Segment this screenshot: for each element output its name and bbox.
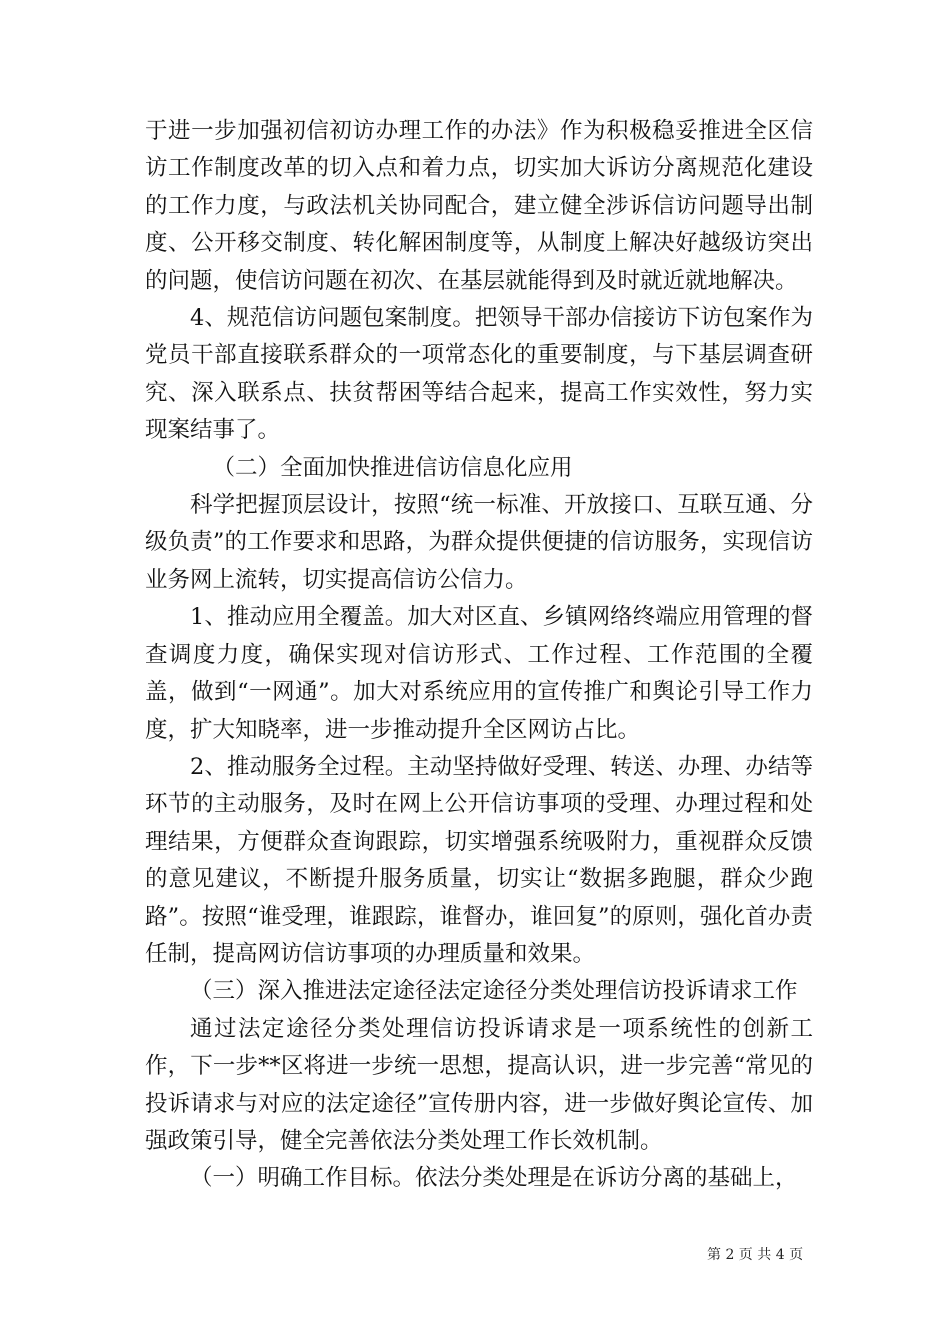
- page-number-footer: 第 2 页 共 4 页: [707, 1247, 804, 1263]
- paragraph-item-2: 2、推动服务全过程。主动坚持做好受理、转送、办理、办结等环节的主动服务，及时在网上公开信访事项的受理、办理过程和处理结果，方便群众查询跟踪，切实增强系统吸附力，重视群众反馈的意见建议，不断提升服务质量，切实让“数据多跑腿，群众少跑路”。按照“谁受理，谁跟踪，谁督办，谁回复”的原则，强化首办责任制，提高网访信访事项的办理质量和效果。: [145, 753, 813, 967]
- paragraph-continuation: 于进一步加强初信初访办理工作的办法》作为积极稳妥推进全区信访工作制度改革的切入点和着力点，切实加大诉访分离规范化建设的工作力度，与政法机关协同配合，建立健全涉诉信访问题导出制度、公开移交制度、转化解困制度等，从制度上解决好越级访突出的问题，使信访问题在初次、在基层就能得到及时就近就地解决。: [145, 118, 813, 294]
- document-body: [145, 113, 813, 1198]
- paragraph-item-4: 4、规范信访问题包案制度。把领导干部办信接访下访包案作为党员干部直接联系群众的一项常态化的重要制度，与下基层调查研究、深入联系点、扶贫帮困等结合起来，提高工作实效性，努力实现案结事了。: [145, 305, 813, 444]
- paragraph-section-3-intro: 通过法定途径分类处理信访投诉请求是一项系统性的创新工作，下一步**区将进一步统一思想，提高认识，进一步完善“常见的投诉请求与对应的法定途径”宣传册内容，进一步做好舆论宣传、加强政策引导，健全完善依法分类处理工作长效机制。: [145, 1015, 813, 1154]
- section-heading-2: （二）全面加快推进信访信息化应用: [212, 454, 573, 481]
- paragraph-item-1: 1、推动应用全覆盖。加大对区直、乡镇网络终端应用管理的督查调度力度，确保实现对信访形式、工作过程、工作范围的全覆盖，做到“一网通”。加大对系统应用的宣传推广和舆论引导工作力度，扩大知晓率，进一步推动提升全区网访占比。: [145, 604, 813, 743]
- section-heading-3: （三）深入推进法定途径法定途径分类处理信访投诉请求工作: [190, 978, 798, 1005]
- paragraph-goal: （一）明确工作目标。依法分类处理是在诉访分离的基础上，: [190, 1165, 798, 1192]
- paragraph-section-2-intro: 科学把握顶层设计，按照“统一标准、开放接口、互联互通、分级负责”的工作要求和思路，为群众提供便捷的信访服务，实现信访业务网上流转，切实提高信访公信力。: [145, 492, 813, 593]
